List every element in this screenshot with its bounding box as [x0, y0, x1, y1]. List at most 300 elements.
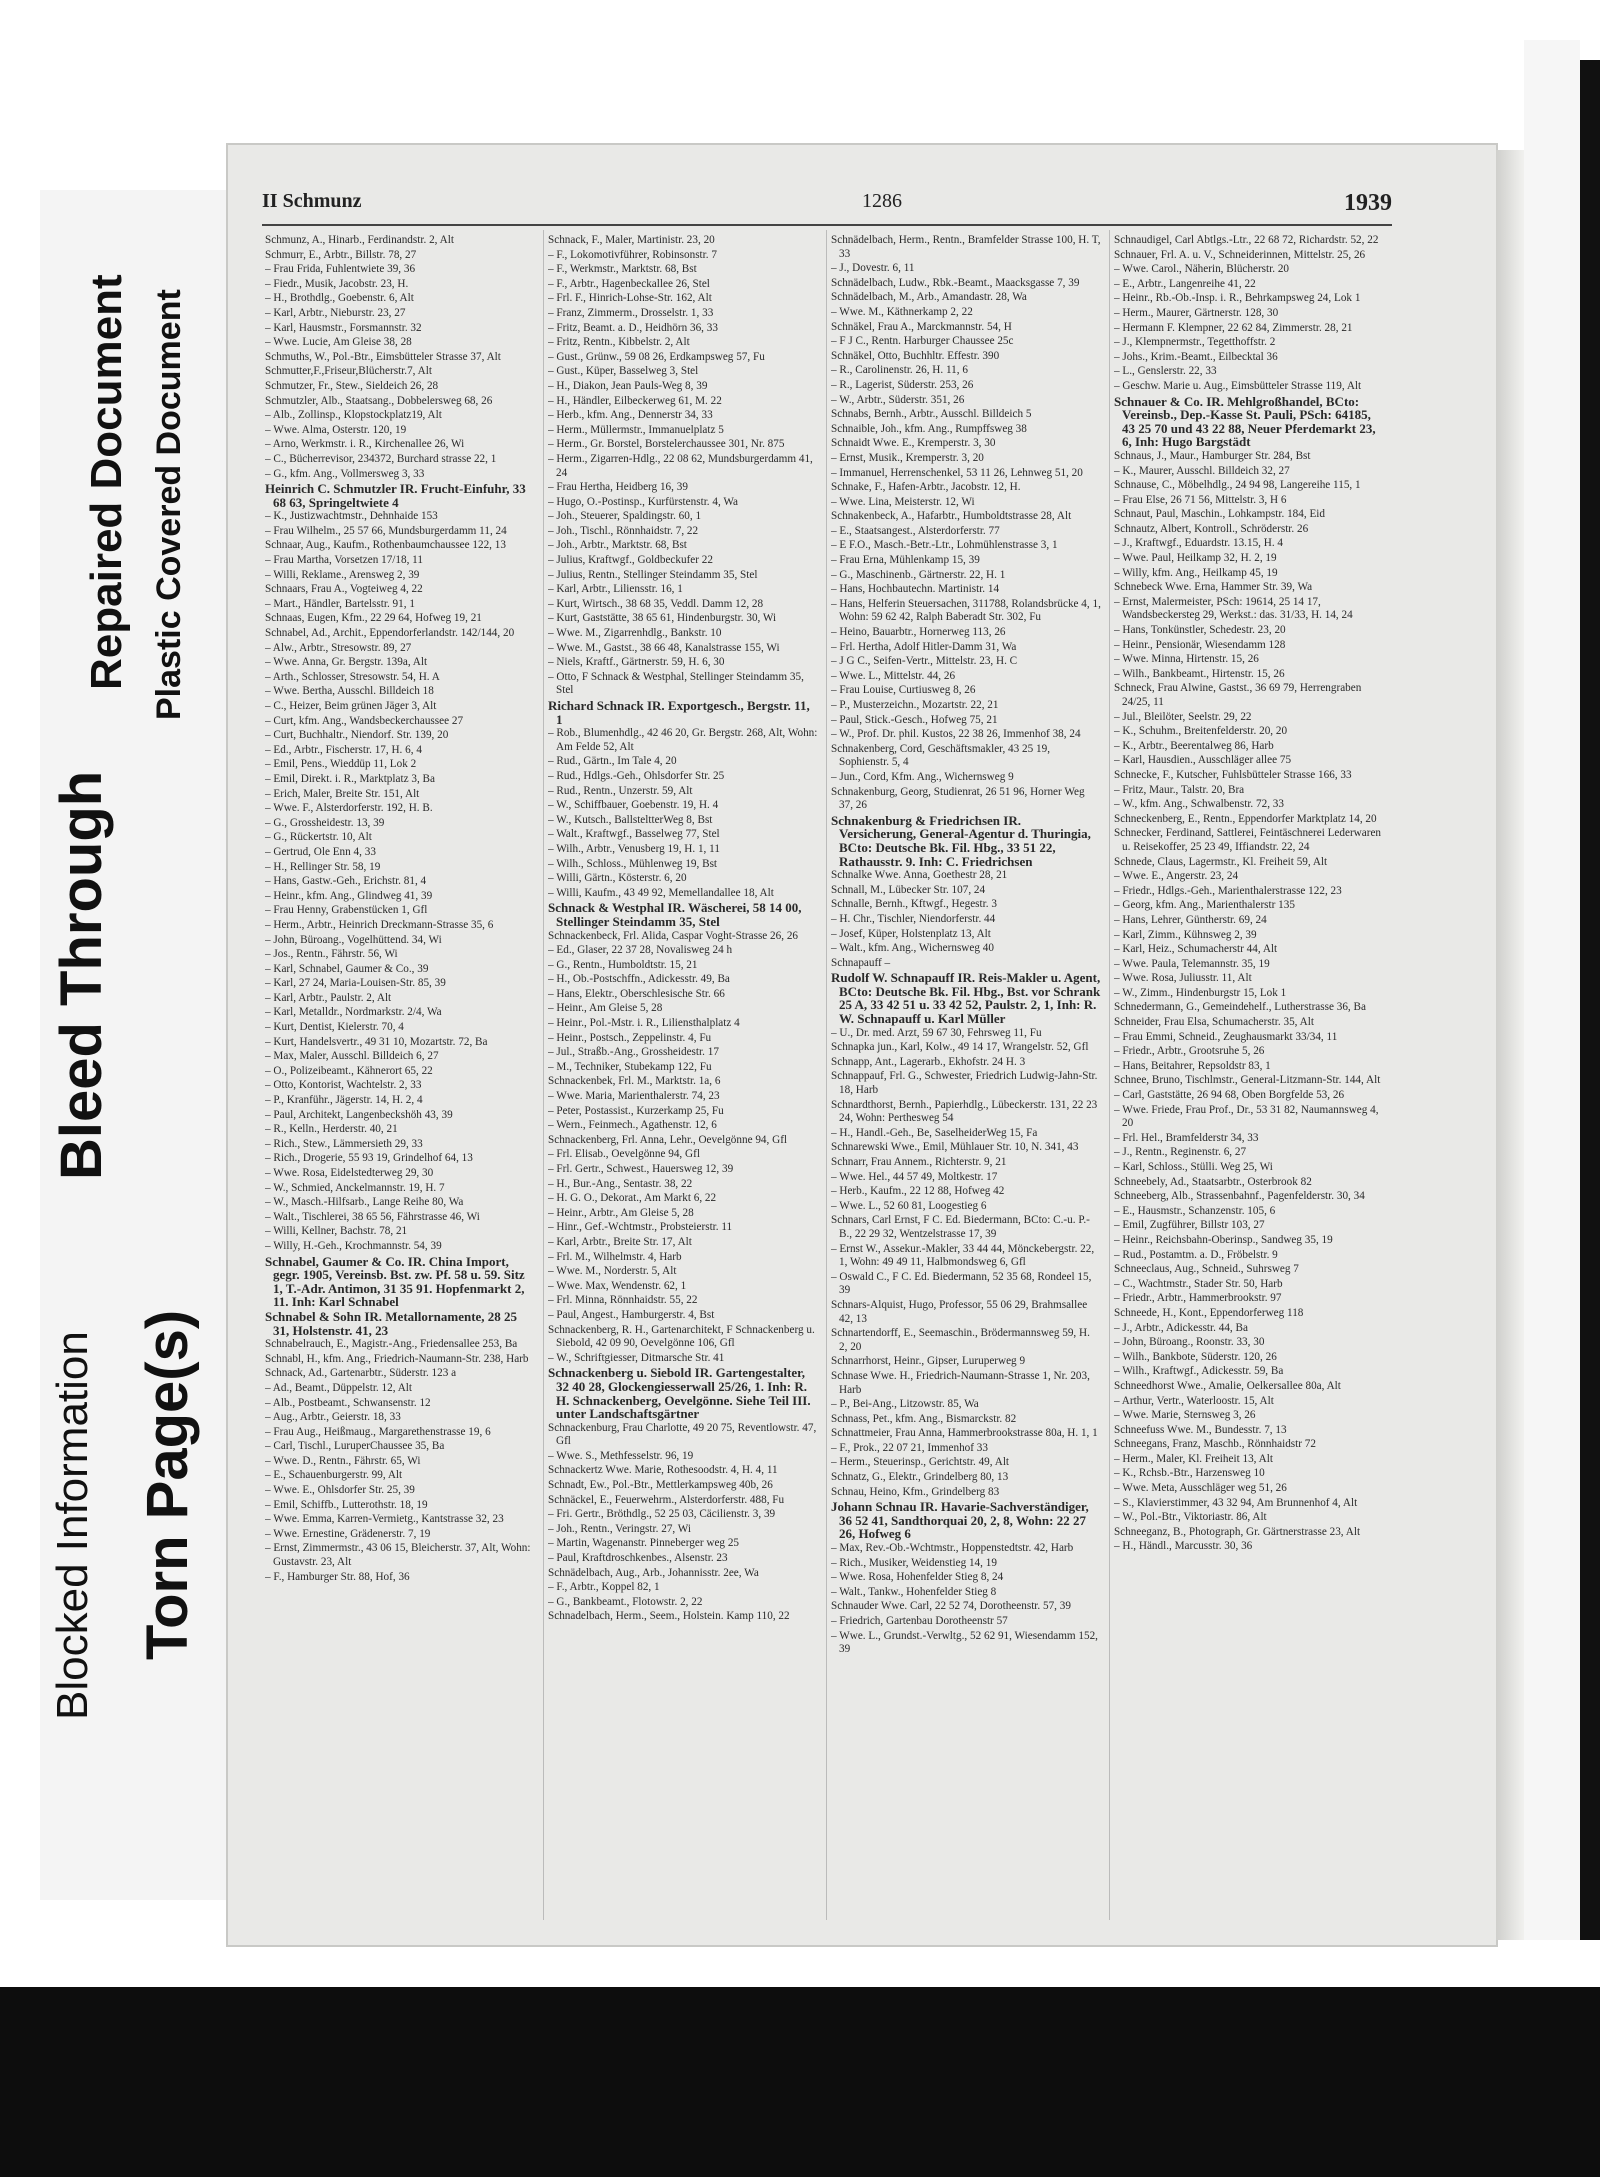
directory-entry: – Ernst, Musik., Kremperstr. 3, 20	[831, 451, 984, 464]
column-divider	[826, 230, 827, 1920]
directory-entry: – Heinr., Reichsbahn-Oberinsp., Sandweg 35, 19	[1114, 1233, 1333, 1246]
directory-entry: – Frau Martha, Vorsetzen 17/18, 11	[265, 554, 423, 567]
directory-entry: – Friedrich, Gartenbau Dorotheenstr 57	[831, 1615, 1008, 1627]
directory-entry: Schnack, Ad., Gartenarbtr., Süderstr. 123 a	[265, 1367, 457, 1380]
tab-bleed-through: Bleed Through	[49, 770, 114, 1180]
directory-entry: – Franz, Zimmerm., Drosselstr. 1, 33	[548, 306, 714, 319]
directory-entry: Schnackenbeck, Frl. Alida, Caspar Voght-Strasse 26, 26	[548, 929, 799, 942]
directory-entry: Rudolf W. Schnapauff IR. Reis-Makler u. Agent, BCto: Deutsche Bk. Fil. Hbg., Bst. vor Schrank 25 A, 33 42 51 u. 33 42 52, Paulstr. 2, 1, Inh: R. W. Schnapauff u. Karl Müller	[831, 970, 1101, 1027]
directory-entry: – Rob., Blumenhdlg., 42 46 20, Gr. Bergstr. 268, Alt, Wohn: Am Felde 52, Alt	[548, 727, 818, 753]
directory-entry: – Wwe. Friede, Frau Prof., Dr., 53 31 82, Naumannsweg 4, 20	[1114, 1103, 1379, 1130]
tab-repaired-document: Repaired Document	[82, 274, 131, 690]
directory-entry: – Willi, Kellner, Bachstr. 78, 21	[265, 1225, 408, 1238]
directory-entry: Schnackenberg u. Siebold IR. Gartengestalter, 32 40 28, Glockengiesserwall 25/26, 1. Inh: R. H. Schnackenberg, Oevelgönne. Siehe Teil III. unter Landschaftsgärtner	[548, 1365, 811, 1422]
directory-entry: Schnabel, Gaumer & Co. IR. China Import, gegr. 1905, Vereinsb. Bst. zw. Pf. 58 u. 59. Sitz 1, T.-Adr. Antimon, 31 35 91. Hopfenmarkt 2, 11. Inh: Karl Schnabel	[265, 1253, 525, 1310]
directory-column-1	[265, 234, 535, 1934]
directory-entry: – Wwe. S., Methfesselstr. 96, 19	[548, 1449, 694, 1462]
directory-entry: Schnecke, F., Kutscher, Fuhlsbütteler Strasse 166, 33	[1114, 768, 1352, 781]
directory-entry: – K., Rchsb.-Btr., Harzensweg 10	[1114, 1467, 1265, 1480]
directory-entry: Schnebeck Wwe. Erna, Hammer Str. 39, Wa	[1114, 581, 1313, 594]
year-stamp: 1939	[1344, 190, 1392, 216]
directory-entry: – F., Werkmstr., Marktstr. 68, Bst	[548, 263, 697, 276]
directory-column-2	[548, 234, 818, 1934]
directory-entry: – Gust., Küper, Basselweg 3, Stel	[548, 365, 699, 378]
directory-entry: – E F.O., Masch.-Betr.-Ltr., Lohmühlenstrasse 3, 1	[831, 539, 1058, 552]
directory-entry: – H., Rellinger Str. 58, 19	[265, 860, 381, 873]
directory-entry: – Wern., Feinmech., Agathenstr. 12, 6	[548, 1119, 717, 1132]
directory-entry: – Fritz, Beamt. a. D., Heidhörn 36, 33	[548, 321, 718, 334]
directory-entry: – Wwe. Hel., 44 57 49, Moltkestr. 17	[831, 1170, 998, 1183]
directory-entry: – Karl, Schloss., Stülli. Weg 25, Wi	[1114, 1161, 1273, 1173]
directory-entry: – Paul, Kraftdroschkenbes., Alsenstr. 23	[548, 1552, 728, 1565]
directory-entry: – S., Klavierstimmer, 43 32 94, Am Brunnenhof 4, Alt	[1114, 1496, 1358, 1509]
directory-entry: – Wilh., Bankbeamt., Hirtenstr. 15, 26	[1114, 667, 1285, 680]
directory-entry: – Hans, Hochbautechn. Martinistr. 14	[831, 583, 1000, 596]
directory-entry: – Erich, Maler, Breite Str. 151, Alt	[265, 787, 420, 800]
directory-entry: Schnackenbek, Frl. M., Marktstr. 1a, 6	[548, 1075, 721, 1088]
directory-entry: – Rich., Stew., Lämmersieth 29, 33	[265, 1137, 423, 1150]
directory-entry: – Herm., Arbtr., Heinrich Dreckmann-Strasse 35, 6	[265, 918, 494, 931]
directory-entry: – Joh., Rentn., Veringstr. 27, Wi	[548, 1522, 692, 1535]
directory-entry: – Wwe. Lucie, Am Gleise 38, 28	[265, 336, 412, 349]
directory-entry: – Willy, kfm. Ang., Heilkamp 45, 19	[1114, 566, 1278, 579]
directory-entry: – Wwe. Marie, Sternsweg 3, 26	[1114, 1409, 1256, 1422]
directory-entry: – Joh., Arbtr., Marktstr. 68, Bst	[548, 539, 687, 552]
directory-entry: Schneede, H., Kont., Eppendorferweg 118	[1114, 1306, 1304, 1319]
directory-entry: Schnaas, Eugen, Kfm., 22 29 64, Hofweg 19, 21	[265, 612, 482, 625]
directory-entry: Schnackenburg, Frau Charlotte, 49 20 75, Reventlowstr. 47, Gfl	[548, 1421, 817, 1448]
directory-entry: – Hugo, O.-Postinsp., Kurfürstenstr. 4, Wa	[548, 495, 739, 508]
directory-entry: – Otto, F Schnack & Westphal, Stellinger Steindamm 35, Stel	[548, 670, 804, 697]
directory-entry: – Frau Henny, Grabenstücken 1, Gfl	[265, 904, 428, 917]
directory-entry: – Max, Rev.-Ob.-Wchtmstr., Hoppenstedtstr. 42, Harb	[831, 1542, 1074, 1555]
directory-entry: – Wwe. Lina, Meisterstr. 12, Wi	[831, 495, 975, 508]
directory-entry: – F., Lokomotivführer, Robinsonstr. 7	[548, 248, 717, 261]
directory-entry: – Hans, Elektr., Oberschlesische Str. 66	[548, 987, 725, 1000]
directory-entry: – W., Kutsch., BallsteltterWeg 8, Bst	[548, 813, 713, 826]
directory-entry: – Wwe. L., Grundst.-Verwltg., 52 62 91, Wiesendamm 152, 39	[831, 1629, 1098, 1656]
directory-entry: – Heinr., Postsch., Zeppelinstr. 4, Fu	[548, 1031, 712, 1044]
directory-entry: – F., Prok., 22 07 21, Immenhof 33	[831, 1441, 988, 1454]
directory-entry: – Heinr., Am Gleise 5, 28	[548, 1002, 663, 1015]
directory-entry: – Wwe. D., Rentn., Fährstr. 65, Wi	[265, 1454, 421, 1467]
directory-entry: – Wilh., Arbtr., Venusberg 19, H. 1, 11	[548, 842, 720, 855]
directory-entry: Schnalle, Bernh., Kftwgf., Hegestr. 3	[831, 898, 997, 911]
section-title: II Schmunz	[262, 190, 362, 212]
directory-entry: – Carl, Tischl., LuruperChaussee 35, Ba	[265, 1440, 445, 1453]
directory-entry: – Paul, Stick.-Gesch., Hofweg 75, 21	[831, 713, 998, 726]
directory-entry: – Wwe. Alma, Osterstr. 120, 19	[265, 423, 407, 436]
directory-entry: – Karl, Zimm., Kühnsweg 2, 39	[1114, 928, 1257, 941]
header-rule	[262, 224, 1392, 226]
directory-entry: Schnartendorff, E., Seemaschin., Brödermannsweg 59, H. 2, 20	[831, 1327, 1090, 1353]
directory-entry: – P., Kranführ., Jägerstr. 14, H. 2, 4	[265, 1094, 423, 1107]
directory-entry: – Hans, Beitahrer, Repsoldstr 83, 1	[1114, 1059, 1271, 1072]
directory-entry: – Heinr., Pol.-Mstr. i. R., Liliensthalplatz 4	[548, 1017, 740, 1030]
directory-entry: – Wwe. E., Ohlsdorfer Str. 25, 39	[265, 1484, 415, 1497]
directory-entry: – Wwe. Paul, Heilkamp 32, H. 2, 19	[1114, 552, 1277, 565]
directory-entry: Schnackertz Wwe. Marie, Rothesoodstr. 4, H. 4, 11	[548, 1464, 778, 1477]
directory-entry: – Fritz, Maur., Talstr. 20, Bra	[1114, 783, 1245, 796]
directory-entry: Schnee, Bruno, Tischlmstr., General-Litzmann-Str. 144, Alt	[1114, 1074, 1381, 1087]
directory-entry: Schnack, F., Maler, Martinistr. 23, 20	[548, 234, 715, 246]
directory-entry: – W., Masch.-Hilfsarb., Lange Reihe 80, Wa	[265, 1196, 464, 1209]
directory-entry: – Walt., kfm. Ang., Wichernsweg 40	[831, 942, 994, 955]
directory-entry: – Karl, Hausmstr., Forsmannstr. 32	[265, 321, 422, 334]
directory-entry: – Hermann F. Klempner, 22 62 84, Zimmerstr. 28, 21	[1114, 321, 1353, 334]
directory-entry: – Frl. M., Wilhelmstr. 4, Harb	[548, 1250, 682, 1263]
tab-plastic-covered: Plastic Covered Document	[150, 289, 188, 720]
directory-entry: Schnars, Carl Ernst, F C. Ed. Biedermann, BCto: C.-u. P.-B., 22 29 32, Wentzelstrasse 17, 39	[831, 1214, 1090, 1240]
directory-entry: – W., Zimm., Hindenburgstr 15, Lok 1	[1114, 986, 1287, 999]
directory-entry: – Hans, Gastw.-Geh., Erichstr. 81, 4	[265, 875, 427, 888]
directory-entry: Schneider, Frau Elsa, Schumacherstr. 35, Alt	[1114, 1016, 1314, 1029]
directory-entry: – Emil, Direkt. i. R., Marktplatz 3, Ba	[265, 772, 435, 785]
directory-entry: – Wwe. F., Alsterdorferstr. 192, H. B.	[265, 802, 433, 815]
directory-entry: – Wwe. Paula, Telemannstr. 35, 19	[1114, 957, 1270, 970]
directory-entry: – Frau Erna, Mühlenkamp 15, 39	[831, 554, 980, 567]
directory-entry: Schnaus, J., Maur., Hamburger Str. 284, Bst	[1114, 449, 1311, 462]
directory-entry: Schnake, F., Hafen-Arbtr., Jacobstr. 12, H.	[831, 481, 1021, 494]
page-number: 1286	[862, 190, 902, 212]
directory-entry: – Ed., Glaser, 22 37 28, Novalisweg 24 h	[548, 944, 733, 957]
directory-entry: – W., Schiffbauer, Goebenstr. 19, H. 4	[548, 799, 719, 812]
directory-entry: Schneeberg, Alb., Strassenbahnf., Pagenfelderstr. 30, 34	[1114, 1190, 1365, 1203]
directory-entry: – Herb., kfm. Ang., Dennerstr 34, 33	[548, 409, 713, 422]
column-divider	[543, 230, 544, 1920]
directory-entry: – O., Polizeibeamt., Kähnerort 65, 22	[265, 1064, 433, 1077]
directory-entry: – C., Wachtmstr., Stader Str. 50, Harb	[1114, 1277, 1283, 1290]
directory-entry: – Carl, Gaststätte, 26 94 68, Oben Borgfelde 53, 26	[1114, 1089, 1345, 1102]
directory-entry: – H., Handl.-Geh., Be, SaselheiderWeg 15, Fa	[831, 1126, 1038, 1139]
directory-entry: – R., Kelln., Herderstr. 40, 21	[265, 1123, 398, 1136]
directory-entry: – L., Genslerstr. 22, 33	[1114, 365, 1217, 378]
directory-entry: – W., Schmied, Anckelmannstr. 19, H. 7	[265, 1181, 445, 1194]
directory-entry: Schmuths, W., Pol.-Btr., Eimsbütteler Strasse 37, Alt	[265, 350, 501, 363]
directory-entry: – Willy, H.-Geh., Krochmannstr. 54, 39	[265, 1239, 442, 1252]
directory-entry: Schnäkel, Frau A., Marckmannstr. 54, H	[831, 320, 1012, 333]
directory-entry: Schnars-Alquist, Hugo, Professor, 55 06 29, Brahmsallee 42, 13	[831, 1298, 1088, 1325]
directory-entry: Schnaar, Aug., Kaufm., Rothenbaumchaussee 122, 13	[265, 539, 506, 552]
directory-entry: Schnapauff –	[831, 956, 891, 969]
directory-entry: Johann Schnau IR. Havarie-Sachverständiger, 36 52 41, Sandthorquai 20, 2, 8, Wohn: 22 27 26, Hofweg 6	[831, 1499, 1089, 1542]
directory-entry: – Ad., Beamt., Düppelstr. 12, Alt	[265, 1381, 412, 1394]
directory-entry: – Karl, Heiz., Schumacherstr 44, Alt	[1114, 943, 1278, 956]
directory-entry: Schnädelbach, Herm., Rentn., Bramfelder Strasse 100, H. T, 33	[831, 234, 1101, 260]
directory-entry: – Arth., Schlosser, Stresowstr. 54, H. A	[265, 670, 440, 683]
directory-entry: – Kurt, Handelsvertr., 49 31 10, Mozartstr. 72, Ba	[265, 1035, 488, 1048]
directory-entry: – P., Bei-Ang., Litzowstr. 85, Wa	[831, 1398, 979, 1411]
directory-entry: – H., Händl., Marcusstr. 30, 36	[1114, 1540, 1253, 1553]
directory-entry: – Karl, 27 24, Maria-Louisen-Str. 85, 39	[265, 977, 446, 990]
directory-entry: – Frl. Hel., Bramfelderstr 34, 33	[1114, 1131, 1259, 1144]
directory-entry: – Herb., Kaufm., 22 12 88, Hofweg 42	[831, 1185, 1005, 1198]
directory-entry: – Wwe. Rosa, Juliusstr. 11, Alt	[1114, 972, 1252, 985]
directory-entry: – Kurt, Gaststätte, 38 65 61, Hindenburgstr. 30, Wi	[548, 612, 777, 625]
directory-entry: Schneefuss Wwe. M., Bundesstr. 7, 13	[1114, 1423, 1287, 1436]
directory-entry: – Julius, Rentn., Stellinger Steindamm 35, Stel	[548, 568, 758, 581]
directory-entry: Schnackenberg, R. H., Gartenarchitekt, F Schnackenberg u. Siebold, 42 09 90, Oevelgönne 106, Gfl	[548, 1323, 815, 1350]
directory-entry: Schmutzler, Alb., Staatsang., Dobbelersweg 68, 26	[265, 394, 493, 407]
directory-entry: Schnautz, Albert, Kontroll., Schröderstr. 26	[1114, 522, 1309, 535]
directory-entry: – K., Justizwachtmstr., Dehnhaide 153	[265, 510, 438, 523]
directory-entry: Schnall, M., Lübecker Str. 107, 24	[831, 883, 986, 896]
directory-entry: – K., Maurer, Ausschl. Billdeich 32, 27	[1114, 464, 1290, 477]
directory-entry: – Karl, Schnabel, Gaumer & Co., 39	[265, 962, 429, 975]
directory-entry: Schnädelbach, M., Arb., Amandastr. 28, Wa	[831, 291, 1027, 304]
directory-entry: – Rud., Gärtn., Im Tale 4, 20	[548, 755, 677, 768]
directory-entry: Schnapp, Ant., Lagerarb., Ekhofstr. 24 H. 3	[831, 1055, 1026, 1068]
directory-entry: – Max, Maler, Ausschl. Billdeich 6, 27	[265, 1050, 439, 1063]
directory-entry: – Jun., Cord, Kfm. Ang., Wichernsweg 9	[831, 770, 1014, 783]
directory-entry: – Karl, Arbtr., Nieburstr. 23, 27	[265, 306, 406, 319]
directory-entry: Schnauer & Co. IR. Mehlgroßhandel, BCto: Vereinsb., Dep.-Kasse St. Pauli, PSch: 64185, 43 25 70 und 43 22 88, Neuer Pferdemarkt 23, 6, Inh: Hugo Bargstädt	[1114, 393, 1376, 450]
tab-blocked-information: Blocked Information	[48, 1331, 97, 1720]
directory-entry: – Wwe. Bertha, Ausschl. Billdeich 18	[265, 685, 434, 698]
directory-entry: – U., Dr. med. Arzt, 59 67 30, Fehrsweg 11, Fu	[831, 1026, 1042, 1039]
directory-entry: – Willi, Kaufm., 43 49 92, Memellandallee 18, Alt	[548, 886, 774, 899]
directory-entry: – J., Dovestr. 6, 11	[831, 262, 915, 275]
directory-entry: – Emil, Pens., Wieddüp 11, Lok 2	[265, 758, 417, 771]
directory-entry: – E., Staatsangest., Alsterdorferstr. 77	[831, 524, 1000, 537]
directory-entry: – R., Lagerist, Süderstr. 253, 26	[831, 378, 974, 391]
directory-entry: – Paul, Architekt, Langenbeckshöh 43, 39	[265, 1108, 453, 1121]
directory-entry: – Walt., Tankw., Hohenfelder Stieg 8	[831, 1585, 997, 1598]
directory-entry: – Hinr., Gef.-Wchtmstr., Probsteierstr. 11	[548, 1221, 733, 1234]
directory-entry: Schmutter,F.,Friseur,Blücherstr.7, Alt	[265, 365, 432, 378]
directory-entry: – Heinr., kfm. Ang., Glindweg 41, 39	[265, 889, 433, 902]
directory-entry: – Johs., Krim.-Beamt., Eilbecktal 36	[1114, 350, 1278, 363]
directory-entry: – Ernst, Malermeister, PSch: 19614, 25 14 17, Wandsbeckersteg 29, Werkst.: das. 31/33, H. 14, 24	[1114, 595, 1353, 622]
directory-entry: Schnarrhorst, Heinr., Gipser, Luruperweg 9	[831, 1355, 1026, 1368]
directory-entry: – Wwe. Emma, Karren-Vermietg., Kantstrasse 32, 23	[265, 1513, 504, 1526]
directory-entry: – Heino, Bauarbtr., Hornerweg 113, 26	[831, 626, 1006, 639]
directory-entry: – G., Maschinenb., Gärtnerstr. 22, H. 1	[831, 568, 1006, 581]
directory-entry: Schnabs, Bernh., Arbtr., Ausschl. Billdeich 5	[831, 408, 1032, 421]
directory-entry: Schmunz, A., Hinarb., Ferdinandstr. 2, Alt	[265, 234, 454, 246]
directory-entry: – Geschw. Marie u. Aug., Eimsbütteler Strasse 119, Alt	[1114, 379, 1362, 392]
directory-entry: Schnarewski Wwe., Emil, Mühlauer Str. 10, N. 341, 43	[831, 1141, 1079, 1154]
directory-entry: – Rud., Postamtm. a. D., Fröbelstr. 9	[1114, 1248, 1278, 1261]
directory-entry: Schnappauf, Frl. G., Schwester, Friedrich Ludwig-Jahn-Str. 18, Harb	[831, 1070, 1098, 1097]
directory-entry: – Oswald C., F C. Ed. Biedermann, 52 35 68, Rondeel 15, 39	[831, 1270, 1092, 1297]
directory-entry: – H., Bur.-Ang., Sentastr. 38, 22	[548, 1177, 693, 1190]
directory-entry: Schnede, Claus, Lagermstr., Kl. Freiheit 59, Alt	[1114, 855, 1328, 868]
directory-entry: – Wwe. M., Käthnerkamp 2, 22	[831, 305, 973, 318]
directory-entry: – Herm., Steuerinsp., Gerichtstr. 49, Alt	[831, 1456, 1010, 1469]
directory-entry: – H. Chr., Tischler, Niendorferstr. 44	[831, 912, 996, 925]
directory-entry: – Paul, Angest., Hamburgerstr. 4, Bst	[548, 1308, 715, 1321]
directory-entry: – Friedr., Arbtr., Grootsruhe 5, 26	[1114, 1045, 1265, 1058]
directory-entry: – Alb., Postbeamt., Schwansenstr. 12	[265, 1396, 431, 1409]
directory-entry: – Frau Emmi, Schneid., Zeughausmarkt 33/34, 11	[1114, 1030, 1338, 1043]
directory-entry: – R., Carolinenstr. 26, H. 11, 6	[831, 364, 968, 377]
directory-entry: – H. G. O., Dekorat., Am Markt 6, 22	[548, 1192, 717, 1205]
directory-entry: – Wwe. Max, Wendenstr. 62, 1	[548, 1279, 687, 1292]
directory-entry: Schneedhorst Wwe., Amalie, Oelkersallee 80a, Alt	[1114, 1379, 1341, 1392]
directory-entry: Schnalke Wwe. Anna, Goethestr 28, 21	[831, 869, 1008, 882]
directory-entry: – Frau Wilhelm., 25 57 66, Mundsburgerdamm 11, 24	[265, 524, 507, 537]
directory-entry: – John, Büroang., Vogelhüttend. 34, Wi	[265, 933, 442, 946]
directory-entry: – Kurt, Dentist, Kielerstr. 70, 4	[265, 1021, 404, 1034]
directory-entry: – Rich., Drogerie, 55 93 19, Grindelhof 64, 13	[265, 1152, 473, 1165]
directory-entry: – Wwe. M., Zigarrenhdlg., Bankstr. 10	[548, 627, 722, 640]
directory-entry: – John, Büroang., Roonstr. 33, 30	[1114, 1336, 1265, 1349]
scanner-edge-bottom	[0, 1987, 1600, 2177]
directory-entry: – Joh., Tischl., Rönnhaidstr. 7, 22	[548, 524, 699, 537]
directory-entry: – Wwe. L., 52 60 81, Loogestieg 6	[831, 1199, 987, 1212]
directory-entry: – Frau Aug., Heißmaug., Margarethenstrasse 19, 6	[265, 1425, 491, 1438]
directory-entry: – Jos., Rentn., Fährstr. 56, Wi	[265, 948, 398, 961]
directory-entry: Schnau, Heino, Kfm., Grindelberg 83	[831, 1485, 1000, 1498]
directory-entry: Schneegans, Franz, Maschb., Rönnhaidstr 72	[1114, 1438, 1316, 1451]
directory-entry: Schnaudigel, Carl Abtlgs.-Ltr., 22 68 72, Richardstr. 52, 22	[1114, 234, 1379, 246]
directory-entry: – Wwe. Carol., Näherin, Blücherstr. 20	[1114, 263, 1290, 276]
directory-entry: Richard Schnack IR. Exportgesch., Bergstr. 11, 1	[548, 698, 810, 727]
directory-entry: – Herm., Maurer, Gärtnerstr. 128, 30	[1114, 306, 1279, 319]
directory-entry: – M., Techniker, Stubekamp 122, Fu	[548, 1060, 712, 1073]
directory-entry: – Karl, Arbtr., Paulstr. 2, Alt	[265, 991, 392, 1004]
directory-entry: – W., kfm. Ang., Schwalbenstr. 72, 33	[1114, 798, 1284, 811]
directory-entry: – F J C., Rentn. Harburger Chaussee 25c	[831, 335, 1014, 348]
page-header	[262, 190, 1392, 220]
directory-entry: – Hans, Tonkünstler, Schedestr. 23, 20	[1114, 624, 1286, 637]
directory-entry: – Jul., Bleilöter, Seelstr. 29, 22	[1114, 710, 1252, 723]
directory-entry: – C., Bücherrevisor, 234372, Burchard strasse 22, 1	[265, 452, 497, 465]
directory-entry: – Hans, Helferin Steuersachen, 311788, Rolandsbrücke 4, 1, Wohn: 59 62 42, Ralph Baberadt Str. 302, Fu	[831, 597, 1101, 624]
directory-entry: – Curt, Buchhaltr., Niendorf. Str. 139, 20	[265, 729, 449, 742]
directory-entry: – Georg, kfm. Ang., Marienthalerstr 135	[1114, 899, 1295, 912]
directory-entry: – Immanuel, Herrenschenkel, 53 11 26, Lehnweg 51, 20	[831, 466, 1083, 479]
directory-entry: – Joh., Steuerer, Spaldingstr. 60, 1	[548, 510, 702, 523]
directory-entry: – Wwe. M., Norderstr. 5, Alt	[548, 1265, 677, 1278]
directory-entry: – G., Bankbeamt., Flotowstr. 2, 22	[548, 1595, 703, 1608]
directory-entry: – Heinr., Arbtr., Am Gleise 5, 28	[548, 1206, 694, 1219]
tab-torn-pages: Torn Page(s)	[135, 1309, 200, 1660]
directory-entry: – Mart., Händler, Bartelsstr. 91, 1	[265, 597, 415, 610]
directory-entry: – Emil, Zugführer, Billstr 103, 27	[1114, 1219, 1265, 1232]
directory-entry: – J., Kraftwgf., Eduardstr. 13.15, H. 4	[1114, 537, 1284, 550]
directory-entry: – Wilh., Schloss., Mühlenweg 19, Bst	[548, 857, 718, 870]
directory-entry: Schnabelrauch, E., Magistr.-Ang., Friedensallee 253, Ba	[265, 1338, 518, 1351]
directory-entry: Schmurr, E., Arbtr., Billstr. 78, 27	[265, 248, 417, 261]
directory-entry: – Ed., Arbtr., Fischerstr. 17, H. 6, 4	[265, 743, 422, 756]
directory-entry: Schnattmeier, Frau Anna, Hammerbrookstrasse 80a, H. 1, 1	[831, 1427, 1098, 1440]
directory-entry: – Rud., Rentn., Unzerstr. 59, Alt	[548, 784, 693, 797]
directory-entry: Schnause, C., Möbelhdlg., 24 94 98, Langereihe 115, 1	[1114, 479, 1361, 492]
directory-entry: – Rich., Musiker, Weidenstieg 14, 19	[831, 1556, 997, 1569]
directory-entry: – G., kfm. Ang., Vollmersweg 3, 33	[265, 467, 425, 480]
directory-column-4	[1114, 234, 1384, 1934]
directory-entry: – Alb., Zollinsp., Klopstockplatz19, Alt	[265, 409, 442, 422]
directory-entry: – Gertrud, Ole Enn 4, 33	[265, 845, 376, 858]
directory-entry: Schneckenberg, E., Rentn., Eppendorfer Marktplatz 14, 20	[1114, 812, 1377, 825]
directory-entry: – W., Pol.-Btr., Viktoriastr. 86, Alt	[1114, 1511, 1267, 1524]
directory-entry: – Jul., Straßb.-Ang., Grossheidestr. 17	[548, 1046, 719, 1059]
directory-entry: – Walt., Tischlerei, 38 65 56, Fährstrasse 46, Wi	[265, 1210, 480, 1223]
directory-entry: Schnädelbach, Ludw., Rbk.-Beamt., Maacksgasse 7, 39	[831, 276, 1080, 289]
directory-entry: – J G C., Seifen-Vertr., Mittelstr. 23, H. C	[831, 655, 1018, 668]
directory-entry: Schmutzer, Fr., Stew., Sieldeich 26, 28	[265, 379, 439, 392]
directory-entry: Schnase Wwe. H., Friedrich-Naumann-Strasse 1, Nr. 203, Harb	[831, 1369, 1090, 1396]
directory-entry: Schnakenburg, Georg, Studienrat, 26 51 96, Horner Weg 37, 26	[831, 785, 1085, 812]
directory-entry: – Kurt, Wirtsch., 38 68 35, Veddl. Damm 12, 28	[548, 597, 764, 610]
directory-entry: Heinrich C. Schmutzler IR. Frucht-Einfuhr, 33 68 63, Springeltwiete 4	[265, 481, 526, 510]
directory-entry: – Frl. Minna, Rönnhaidstr. 55, 22	[548, 1294, 698, 1307]
directory-entry: Schnabl, H., kfm. Ang., Friedrich-Naumann-Str. 238, Harb	[265, 1352, 529, 1365]
directory-entry: – Frl. Hertha, Adolf Hitler-Damm 31, Wa	[831, 640, 1017, 653]
directory-entry: – Willi, Gärtn., Kösterstr. 6, 20	[548, 872, 687, 885]
directory-entry: – Herm., Gr. Borstel, Borstelerchaussee 301, Nr. 875	[548, 438, 785, 451]
directory-entry: – Wwe. M., Gastst., 38 66 48, Kanalstrasse 155, Wi	[548, 641, 780, 654]
adjacent-page	[1524, 40, 1580, 1940]
directory-entry: – F., Arbtr., Hagenbeckallee 26, Stel	[548, 277, 710, 290]
directory-entry: Schnabel & Sohn IR. Metallornamente, 28 25 31, Holstenstr. 41, 23	[265, 1308, 518, 1338]
directory-entry: – Herm., Zigarren-Hdlg., 22 08 62, Mundsburgerdamm 41, 24	[548, 452, 813, 479]
directory-entry: – Arthur, Vertr., Waterloostr. 15, Alt	[1114, 1394, 1274, 1407]
directory-entry: – Fritz, Rentn., Kibbelstr. 2, Alt	[548, 336, 690, 349]
directory-entry: – Martin, Wagenanstr. Pinneberger weg 25	[548, 1537, 740, 1550]
directory-entry: – Karl, Hausdien., Ausschläger allee 75	[1114, 754, 1292, 767]
directory-entry: – H., Händler, Eilbeckerweg 61, M. 22	[548, 394, 722, 407]
directory-entry: – Karl, Metalldr., Nordmarkstr. 2/4, Wa	[265, 1006, 442, 1019]
directory-entry: – Herm., Maler, Kl. Freiheit 13, Alt	[1114, 1452, 1273, 1465]
directory-entry: Schnaible, Joh., kfm. Ang., Rumpffsweg 38	[831, 422, 1027, 435]
directory-entry: – Aug., Arbtr., Geierstr. 18, 33	[265, 1411, 401, 1424]
directory-entry: – E., Arbtr., Langenreihe 41, 22	[1114, 277, 1256, 290]
directory-entry: Schneebely, Ad., Staatsarbtr., Osterbrook 82	[1114, 1175, 1312, 1188]
directory-entry: Schnecker, Ferdinand, Sattlerei, Feintäschnerei Lederwaren u. Reisekoffer, 25 23 49, Iffiandstr. 22, 24	[1114, 827, 1382, 853]
directory-entry: Schnass, Pet., kfm. Ang., Bismarckstr. 82	[831, 1412, 1017, 1425]
scanner-edge-right	[1580, 60, 1600, 1940]
directory-entry: – G., Grossheidestr. 13, 39	[265, 816, 385, 829]
directory-entry: – E., Hausmstr., Schanzenstr. 105, 6	[1114, 1204, 1276, 1217]
directory-entry: – Wilh., Kraftwgf., Adickesstr. 59, Ba	[1114, 1365, 1284, 1378]
directory-entry: – Frau Frida, Fuhlentwiete 39, 36	[265, 263, 416, 276]
directory-entry: – Hans, Lehrer, Güntherstr. 69, 24	[1114, 913, 1267, 926]
directory-entry: – Karl, Arbtr., Liliensstr. 16, 1	[548, 583, 683, 596]
directory-entry: – E., Schauenburgerstr. 99, Alt	[265, 1469, 403, 1482]
directory-entry: Schneck, Frau Alwine, Gastst., 36 69 79, Herrengraben 24/25, 11	[1114, 682, 1362, 708]
directory-entry: – J., Klempnermstr., Tegetthoffstr. 2	[1114, 336, 1276, 349]
directory-entry: – Wwe. Ernestine, Grädenerstr. 7, 19	[265, 1527, 431, 1540]
directory-entry: Schnadelbach, Herm., Seem., Holstein. Kamp 110, 22	[548, 1610, 790, 1623]
directory-entry: – Frl. F., Hinrich-Lohse-Str. 162, Alt	[548, 292, 712, 305]
directory-entry: – G., Rückertstr. 10, Alt	[265, 831, 372, 844]
directory-entry: Schneeganz, B., Photograph, Gr. Gärtnerstrasse 23, Alt	[1114, 1525, 1361, 1538]
directory-entry: Schnaars, Frau A., Vogteiweg 4, 22	[265, 583, 423, 596]
directory-entry: – Wilh., Bankbote, Süderstr. 120, 26	[1114, 1350, 1277, 1363]
directory-entry: Schnäckel, E., Feuerwehrm., Alsterdorferstr. 488, Fu	[548, 1493, 785, 1506]
directory-entry: – H., Brothdlg., Goebenstr. 6, Alt	[265, 292, 414, 305]
directory-entry: – Frau Hertha, Heidberg 16, 39	[548, 481, 688, 494]
directory-entry: – Curt, kfm. Ang., Wandsbeckerchaussee 27	[265, 714, 464, 727]
directory-entry: – J., Rentn., Reginenstr. 6, 27	[1114, 1146, 1247, 1159]
directory-entry: Schnauer, Frl. A. u. V., Schneiderinnen, Mittelstr. 25, 26	[1114, 248, 1366, 261]
directory-entry: Schnardthorst, Bernh., Papierhdlg., Lübeckerstr. 131, 22 23 24, Wohn: Perthesweg 54	[831, 1098, 1098, 1125]
directory-entry: – Arno, Werkmstr. i. R., Kirchenallee 26, Wi	[265, 438, 465, 451]
column-divider	[1109, 230, 1110, 1920]
directory-entry: – Wwe. Rosa, Hohenfelder Stieg 8, 24	[831, 1571, 1004, 1584]
directory-entry: – Frau Louise, Curtiusweg 8, 26	[831, 684, 976, 697]
directory-entry: – Frl. Gertr., Schwest., Hauersweg 12, 39	[548, 1163, 734, 1175]
directory-entry: – Emil, Schiffb., Lutterothstr. 18, 19	[265, 1498, 428, 1511]
directory-entry: Schnaut, Paul, Maschin., Lohkampstr. 184, Eid	[1114, 508, 1325, 521]
directory-entry: – Fri. Gertr., Bröthdlg., 52 25 03, Cäcilienstr. 3, 39	[548, 1508, 776, 1521]
directory-entry: – P., Musterzeichn., Mozartstr. 22, 21	[831, 699, 999, 711]
directory-entry: – Wwe. Rosa, Eidelstedterweg 29, 30	[265, 1167, 434, 1179]
directory-entry: – Heinr., Rb.-Ob.-Insp. i. R., Behrkampsweg 24, Lok 1	[1114, 292, 1361, 305]
